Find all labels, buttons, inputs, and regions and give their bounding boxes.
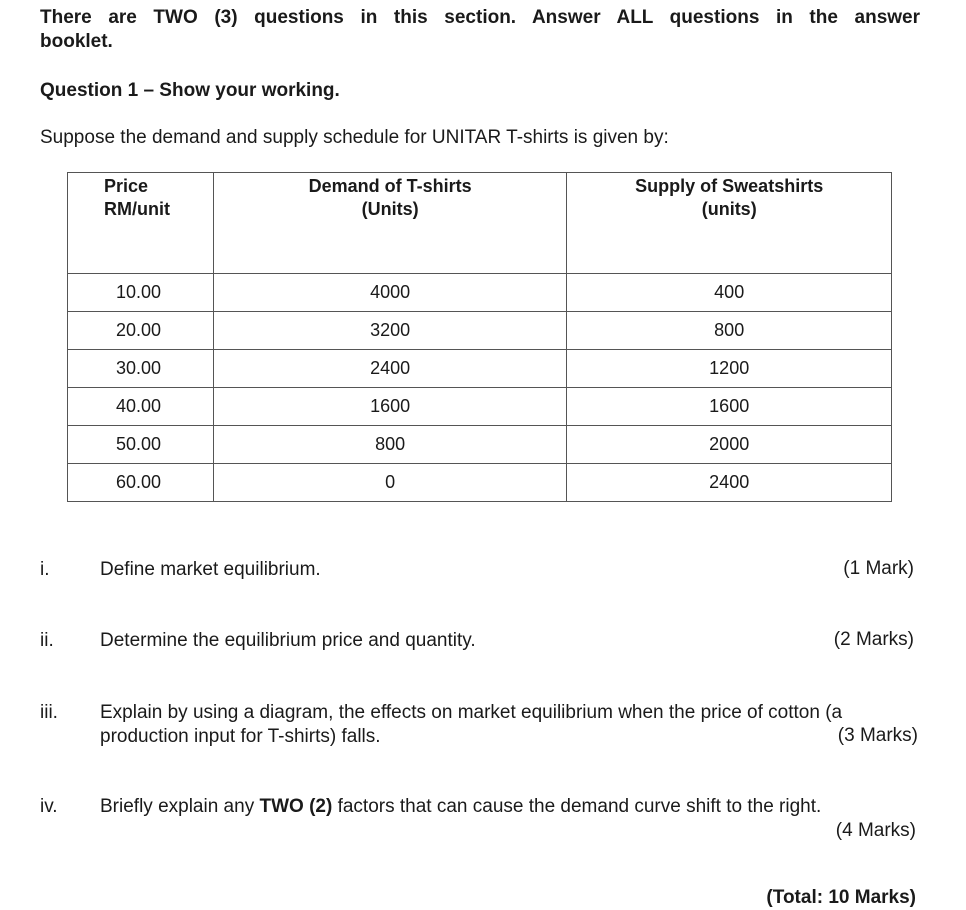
demand-cell: 1600 <box>213 388 566 426</box>
supply-cell: 1200 <box>567 350 892 388</box>
supply-cell: 1600 <box>567 388 892 426</box>
task-ii-number: ii. <box>40 630 54 651</box>
header-demand-line-2: (Units) <box>361 199 419 219</box>
demand-cell: 2400 <box>213 350 566 388</box>
supply-cell: 400 <box>567 274 892 312</box>
task-ii-marks: (2 Marks) <box>833 629 914 650</box>
price-cell: 60.00 <box>68 464 214 502</box>
task-i-text: Define market equilibrium. <box>100 559 321 580</box>
task-ii <box>40 629 800 653</box>
task-iii-text-line-1: Explain by using a diagram, the effects on market equilibrium when the price of cotton (a <box>100 702 843 723</box>
demand-cell: 0 <box>213 464 566 502</box>
price-cell: 30.00 <box>68 350 214 388</box>
question-1-heading: Question 1 – Show your working. <box>40 80 340 101</box>
task-iv-number: iv. <box>40 796 58 817</box>
header-price-line-1: Price <box>104 176 149 196</box>
price-cell: 50.00 <box>68 426 214 464</box>
demand-cell: 4000 <box>213 274 566 312</box>
section-instructions <box>40 6 920 54</box>
task-iv-text-pre: Briefly explain any <box>100 796 260 817</box>
supply-cell: 2000 <box>567 426 892 464</box>
total-marks: (Total: 10 Marks) <box>766 887 916 908</box>
table-row <box>68 388 892 426</box>
task-i-marks: (1 Mark) <box>843 558 914 579</box>
task-iii-text-line-2: production input for T-shirts) falls. <box>100 726 381 747</box>
header-price <box>68 173 214 274</box>
header-demand <box>213 173 566 274</box>
header-supply-line-1: Supply of Sweatshirts <box>635 176 824 196</box>
task-iv-marks: (4 Marks) <box>835 820 916 841</box>
task-iv <box>40 795 940 819</box>
supply-cell: 800 <box>567 312 892 350</box>
task-iii-number: iii. <box>40 702 58 723</box>
instructions-line-1: There are TWO (3) questions in this section. Answer ALL questions in the answer <box>40 7 920 28</box>
header-price-line-2: RM/unit <box>104 199 170 219</box>
demand-supply-table <box>67 172 892 502</box>
table-row <box>68 464 892 502</box>
table-row <box>68 274 892 312</box>
price-cell: 40.00 <box>68 388 214 426</box>
question-1-intro: Suppose the demand and supply schedule for UNITAR T-shirts is given by: <box>40 127 669 148</box>
task-iv-text-post: factors that can cause the demand curve shift to the right. <box>332 796 822 817</box>
header-supply-line-2: (units) <box>701 199 757 219</box>
supply-cell: 2400 <box>567 464 892 502</box>
task-i-number: i. <box>40 559 50 580</box>
table-row <box>68 312 892 350</box>
task-iv-text <box>100 795 821 819</box>
task-iii-marks: (3 Marks) <box>837 725 918 746</box>
price-cell: 20.00 <box>68 312 214 350</box>
header-supply <box>567 173 892 274</box>
task-ii-text: Determine the equilibrium price and quantity. <box>100 630 476 651</box>
table-row <box>68 426 892 464</box>
header-demand-line-1: Demand of T-shirts <box>308 176 472 196</box>
table-row <box>68 350 892 388</box>
demand-cell: 3200 <box>213 312 566 350</box>
instructions-line-2: booklet. <box>40 31 113 52</box>
task-i <box>40 558 800 582</box>
table-header-row <box>68 173 892 274</box>
price-cell: 10.00 <box>68 274 214 312</box>
demand-cell: 800 <box>213 426 566 464</box>
task-iii <box>40 701 940 749</box>
task-iv-text-bold: TWO (2) <box>259 796 333 817</box>
